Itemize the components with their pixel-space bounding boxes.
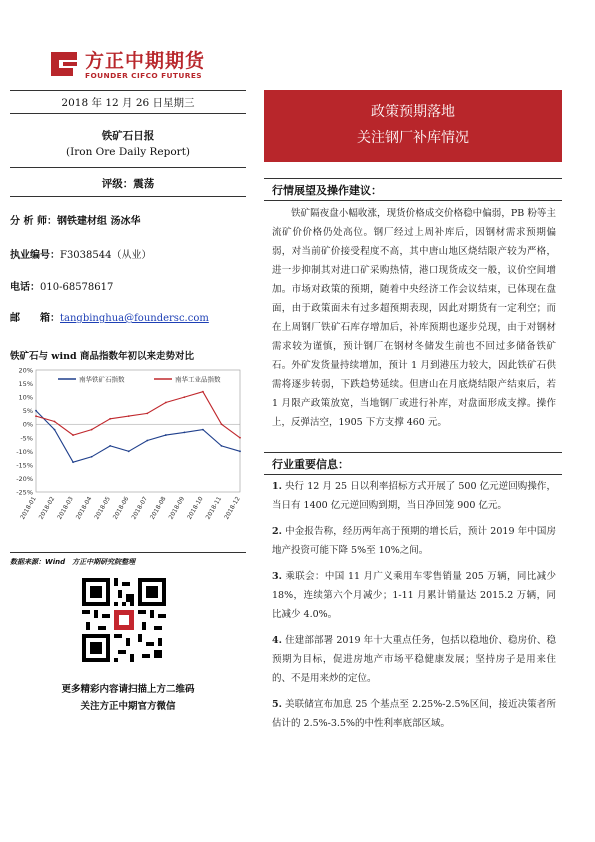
data-point xyxy=(54,429,56,431)
data-point xyxy=(54,421,56,423)
divider xyxy=(10,90,246,91)
data-point xyxy=(239,437,241,439)
data-point xyxy=(91,429,93,431)
news-text: 中金报告称，经历两年高于预期的增长后，预计 2019 年中国房地产投资可能下降 5%至 10%之间。 xyxy=(272,526,557,556)
qr-caption-1: 更多精彩内容请扫描上方二维码 xyxy=(61,684,195,695)
news-list xyxy=(272,477,556,733)
news-item xyxy=(272,477,556,515)
news-item xyxy=(272,695,556,733)
rating-value: 震荡 xyxy=(133,178,155,190)
data-point xyxy=(35,410,37,412)
headline-1: 政策预期落地 xyxy=(371,104,455,120)
news-num: 5. xyxy=(272,699,282,710)
news-num: 3. xyxy=(272,571,282,582)
logo-text-cn: 方正中期期货 xyxy=(85,50,206,72)
data-point xyxy=(183,431,185,433)
phone xyxy=(10,278,113,293)
data-point xyxy=(239,450,241,452)
data-point xyxy=(183,396,185,398)
data-source: 数据来源：Wind 方正中期研究院整理 xyxy=(10,558,136,566)
x-tick-label: 2018-07 xyxy=(130,495,150,521)
data-point xyxy=(35,415,37,417)
x-tick-label: 2018-11 xyxy=(204,495,224,521)
email xyxy=(10,309,209,324)
chart xyxy=(6,362,246,548)
outlook-title: 行情展望及操作建议： xyxy=(272,184,382,197)
license xyxy=(10,246,151,261)
series-line xyxy=(36,411,240,463)
report-title: 铁矿石日报 xyxy=(101,130,155,142)
analyst-value: 钢铁建材组 汤冰华 xyxy=(56,216,141,227)
x-tick-label: 2018-10 xyxy=(186,495,205,521)
x-tick-label: 2018-06 xyxy=(111,495,131,521)
data-point xyxy=(128,415,130,417)
y-tick-label: 5% xyxy=(22,407,33,416)
data-point xyxy=(202,391,204,393)
y-tick-label: -15% xyxy=(16,461,33,470)
analyst-label: 分 析 师： xyxy=(10,216,57,227)
outlook-body: 铁矿隔夜盘小幅收涨，现货价格成交价格稳中偏弱，PB 粉等主流矿价价格仍处高位。钢厂经过上周补库后，因钢材需求预期偏弱，对当前矿价接受程度不高，其中唐山地区烧结限产较为严格，进一步抑制其对进口矿采购热情，港口现货成交一般，议价空间增加。市场对政策的预期，随着中央经济工作会议结束，已体现在盘面，由于政策面未有过多超预期表现，因此对期货有一定利空；而在上周钢厂铁矿石库存增加后，补库预期也逐步兑现，由于对钢材需求较为谨慎，预计钢厂在钢材冬储发生前也不回过多储备铁矿石。外矿发货量持续增加，预计 1 月到港压力较大，因此铁矿石供需将逐步转弱，下跌趋势延续。但唐山在月底烧结限产结束后，若 1 月限产政策放宽，当地钢厂或进行补库，对盘面形成支撑。操作上，反弹沽空，1905 下方支撑 460 元。 xyxy=(272,208,556,428)
news-item xyxy=(272,522,556,560)
x-tick-label: 2018-04 xyxy=(74,495,94,521)
divider xyxy=(10,552,246,553)
divider xyxy=(264,452,562,453)
y-tick-label: -10% xyxy=(16,447,33,456)
divider xyxy=(264,178,562,179)
news-num: 4. xyxy=(272,635,282,646)
license-value: F3038544（从业） xyxy=(60,250,152,261)
rating xyxy=(10,176,246,191)
news-num: 1. xyxy=(272,481,282,492)
y-tick-label: -5% xyxy=(20,434,33,443)
logo-mark-icon xyxy=(45,46,83,84)
rating-label: 评级： xyxy=(101,178,134,190)
data-point xyxy=(202,429,204,431)
x-tick-label: 2018-02 xyxy=(37,495,57,521)
news-num: 2. xyxy=(272,526,282,537)
news-text: 美联储宣布加息 25 个基点至 2.25%-2.5%区间，接近决策者所估计的 2.5%-3.5%的中性利率底部区域。 xyxy=(272,699,556,729)
y-tick-label: 15% xyxy=(18,380,33,389)
x-tick-label: 2018-03 xyxy=(56,495,75,521)
data-point xyxy=(109,418,111,420)
data-point xyxy=(165,434,167,436)
x-tick-label: 2018-01 xyxy=(19,495,38,521)
headline-2: 关注钢厂补库情况 xyxy=(357,130,469,146)
analyst xyxy=(10,212,140,227)
divider xyxy=(10,113,246,114)
divider xyxy=(264,200,562,201)
data-point xyxy=(91,456,93,458)
news-item xyxy=(272,567,556,624)
data-point xyxy=(165,402,167,404)
data-point xyxy=(221,445,223,447)
logo-text-en: FOUNDER CIFCO FUTURES xyxy=(85,71,203,80)
y-tick-label: 10% xyxy=(18,393,33,402)
legend-label: 南华铁矿石指数 xyxy=(79,375,125,384)
news-title: 行业重要信息： xyxy=(272,458,349,471)
legend-label: 南华工业品指数 xyxy=(175,375,221,384)
x-tick-label: 2018-08 xyxy=(148,495,168,521)
x-tick-label: 2018-09 xyxy=(167,495,187,521)
chart-heading: 铁矿石与 wind 商品指数年初以来走势对比 xyxy=(10,351,194,362)
data-point xyxy=(128,450,130,452)
news-item xyxy=(272,631,556,688)
divider xyxy=(264,474,562,475)
y-tick-label: 0% xyxy=(22,420,33,429)
x-tick-label: 2018-05 xyxy=(93,495,112,521)
data-point xyxy=(109,445,111,447)
news-text: 住建部部署 2019 年十大重点任务，包括以稳地价、稳房价、稳预期为目标，促进房地产市场平稳健康发展；坚持房子是用来住的、不是用来炒的定位。 xyxy=(272,635,557,684)
data-point xyxy=(146,412,148,414)
report-date: 2018 年 12 月 26 日星期三 xyxy=(61,97,195,109)
data-point xyxy=(72,434,74,436)
report-title-en: (Iron Ore Daily Report) xyxy=(65,146,191,158)
qr-caption-2: 关注方正中期官方微信 xyxy=(80,701,176,712)
y-tick-label: -25% xyxy=(16,488,33,497)
y-tick-label: -20% xyxy=(16,474,33,483)
company-logo xyxy=(43,44,223,92)
license-label: 执业编号： xyxy=(10,250,60,261)
news-text: 央行 12 月 25 日以利率招标方式开展了 500 亿元逆回购操作，当日有 1400 亿元逆回购到期，当日净回笼 900 亿元。 xyxy=(272,481,556,511)
divider xyxy=(10,167,246,168)
divider xyxy=(10,196,246,197)
series-line xyxy=(36,392,240,438)
x-tick-label: 2018-12 xyxy=(223,495,242,521)
data-point xyxy=(221,423,223,425)
data-point xyxy=(72,461,74,463)
news-text: 乘联会：中国 11 月广义乘用车零售销量 205 万辆，同比减少 18%，连续第六个月减少；1-11 月累计销量达 2015.2 万辆，同比减少 4.0%。 xyxy=(272,571,556,620)
phone-value: 010-68578617 xyxy=(40,282,114,293)
y-tick-label: 20% xyxy=(18,366,33,375)
phone-label: 电话： xyxy=(10,282,40,293)
headline-box xyxy=(264,90,562,162)
email-link[interactable]: tangbinghua@foundersc.com xyxy=(60,313,209,324)
email-label: 邮 箱： xyxy=(10,313,60,324)
qr-code-icon[interactable] xyxy=(82,578,166,662)
data-point xyxy=(146,440,148,442)
